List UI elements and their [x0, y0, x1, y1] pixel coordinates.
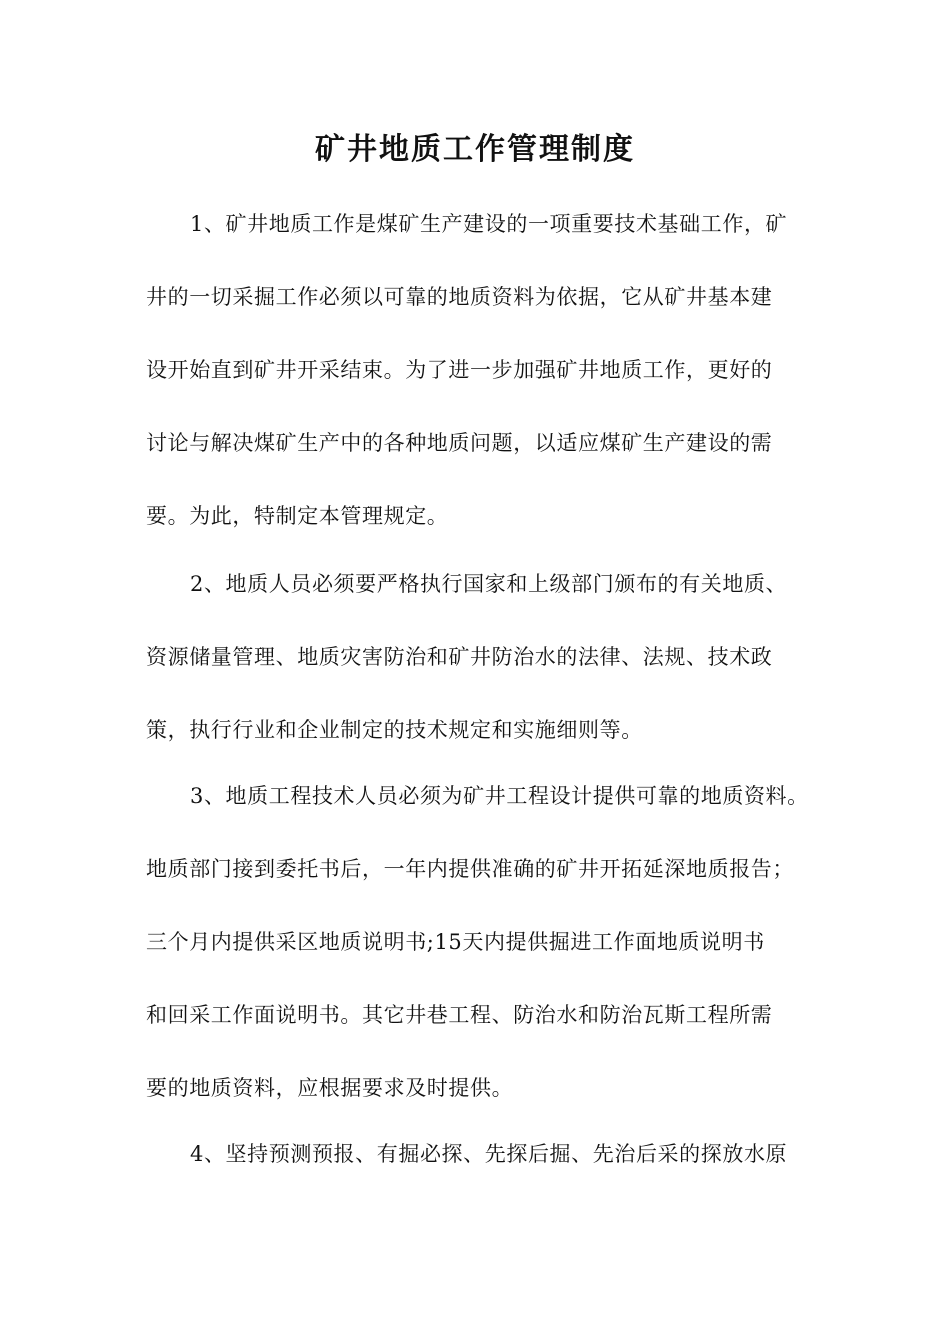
paragraph-1-line-3: 设开始直到矿井开采结束。为了进一步加强矿井地质工作，更好的: [146, 358, 773, 382]
paragraph-4-line-1: 4、坚持预测预报、有掘必探、先探后掘、先治后采的探放水原: [190, 1142, 788, 1166]
paragraph-3-line-2: 地质部门接到委托书后，一年内提供准确的矿井开拓延深地质报告；: [146, 857, 794, 881]
paragraph-2-line-3: 策，执行行业和企业制定的技术规定和实施细则等。: [146, 718, 643, 742]
paragraph-3-line-1: 3、地质工程技术人员必须为矿井工程设计提供可靠的地质资料。: [190, 784, 809, 808]
document-title: 矿井地质工作管理制度: [315, 132, 635, 167]
paragraph-1-line-1: 1、矿井地质工作是煤矿生产建设的一项重要技术基础工作，矿: [190, 212, 788, 236]
paragraph-3-line-3: 三个月内提供采区地质说明书;15天内提供掘进工作面地质说明书: [146, 930, 765, 954]
paragraph-2-line-2: 资源储量管理、地质灾害防治和矿井防治水的法律、法规、技术政: [146, 645, 773, 669]
paragraph-1-line-2: 井的一切采掘工作必须以可靠的地质资料为依据，它从矿井基本建: [146, 285, 773, 309]
paragraph-2-line-1: 2、地质人员必须要严格执行国家和上级部门颁布的有关地质、: [190, 572, 788, 596]
paragraph-3-line-5: 要的地质资料，应根据要求及时提供。: [146, 1076, 514, 1100]
paragraph-1-line-5: 要。为此，特制定本管理规定。: [146, 504, 449, 528]
paragraph-3-line-4: 和回采工作面说明书。其它井巷工程、防治水和防治瓦斯工程所需: [146, 1003, 773, 1027]
paragraph-1-line-4: 讨论与解决煤矿生产中的各种地质问题，以适应煤矿生产建设的需: [146, 431, 773, 455]
